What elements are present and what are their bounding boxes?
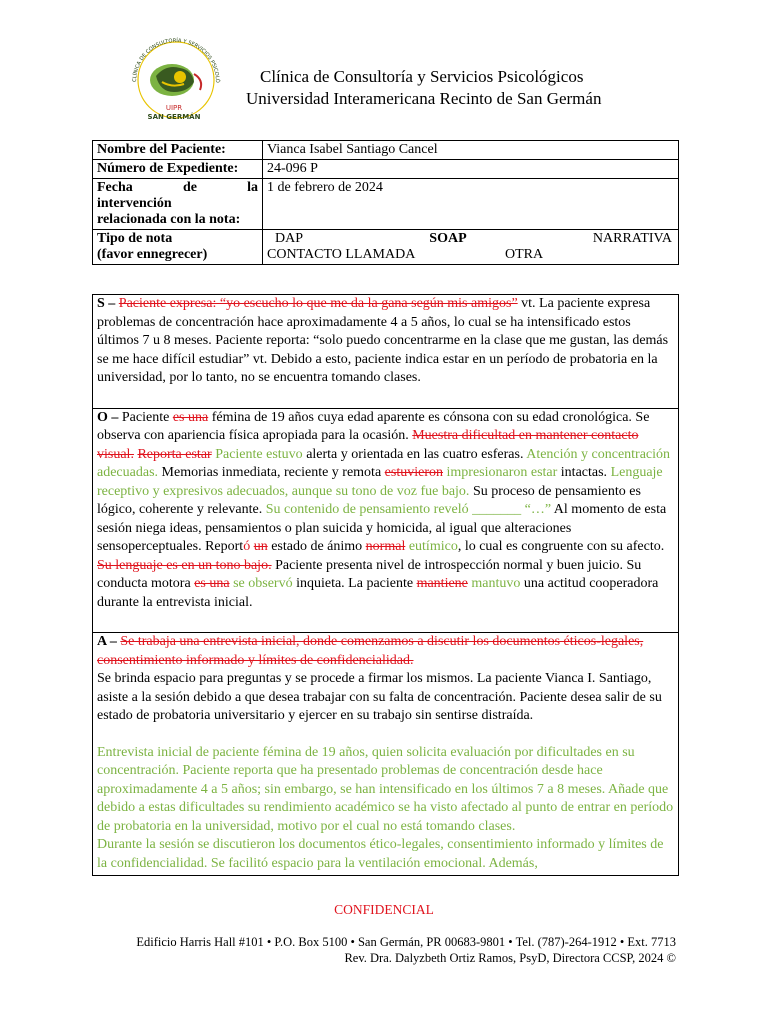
date-label: Fecha de la intervención relacionada con la nota: [93,179,263,230]
type-dap: DAP [275,231,304,246]
objective-section: O – Paciente es una fémina de 19 años cuya edad aparente es cónsona con su edad cronológica. Se observa con apariencia física apropiada para la ocasión. Muestra dificultad en mantener contacto visual. Reporta estar Paciente estuvo alerta y orientada en las cuatro esferas. Atención y concentración adecuadas. Memorias inmediata, reciente y remota estuvieron impresionaron estar intactas. Lenguaje receptivo y expresivos adecuados, aunque su tono de voz fue bajo. Su proceso de pensamiento es lógico, coherente y relevante. Su contenido de pensamiento reveló _______ “…” Al momento de esta sesión niega ideas, pensamientos o plan suicida y homicida, al igual que alteraciones sensoperceptuales. Reportó un estado de ánimo normal eutímico, lo cual es congruente con su afecto. Su lenguaje es en un tono bajo. Paciente presenta nivel de introspección normal y buen juicio. Su conducta motora es una se observó inquieta. La paciente mantiene mantuvo una actitud cooperadora durante la entrevista inicial. [93,408,679,633]
intervention-date: 1 de febrero de 2024 [263,179,679,230]
patient-label: Nombre del Paciente: [93,141,263,160]
section-letter-s: S [97,296,105,311]
soap-note-table [92,294,679,876]
subjective-section: S – Paciente expresa: “yo escucho lo que me da la gana según mis amigos” vt. La paciente expresa problemas de concentración hace aproximadamente 4 a 5 años, lo cual se ha intensificado estos últimos 7 u 8 meses. Paciente reporta: “solo puedo concentrarme en la clase que me gustan, las demás se me hace difícil estudiar” vt. Debido a esto, paciente indica estar en un período de probatoria en la universidad, por lo tanto, no se encuentra tomando clases. [93,295,679,409]
university-name: Universidad Interamericana Recinto de San Germán [246,89,602,108]
soap-s-row [93,295,679,409]
confidential-label: CONFIDENCIAL [334,902,434,917]
note-type-options [263,230,679,265]
assessment-paragraph-2: Entrevista inicial de paciente fémina de 19 años, quien solicita evaluación por dificultades en su concentración. Paciente reporta que ha presentado problemas de concentración desde hace aproximadamente 4 a 5 años; sin embargo, se han intensificado en los últimos 7 a 8 meses. Añade que debido a estas dificultades su rendimiento académico se ha visto afectado al punto de entrar en período de probatoria en la universidad, motivo por el cual no está tomando clases. [97,744,674,834]
deleted-text: Paciente expresa: “yo escucho lo que me da la gana según mis amigos” [118,296,518,311]
section-letter-a: A [97,634,107,649]
soap-o-row [93,408,679,633]
logo-line1: UIPR [165,104,183,112]
patient-info-table [92,140,679,265]
assessment-paragraph-3: Durante la sesión se discutieron los documentos ético-legales, consentimiento informado y límites de la confidencialidad. Se facilitó espacio para la ventilación emocional. Además, [97,837,664,871]
patient-name: Vianca Isabel Santiago Cancel [263,141,679,160]
type-otra: OTRA [505,247,544,262]
soap-a-row [93,633,679,876]
type-contacto-llamada: CONTACTO LLAMADA [267,247,416,262]
note-type-row [93,230,679,265]
section-letter-o: O [97,409,108,425]
clinic-name: Clínica de Consultoría y Servicios Psicológicos [260,67,584,86]
type-narrativa: NARRATIVA [592,231,672,246]
record-row [93,160,679,179]
record-number: 24-096 P [263,160,679,179]
record-label: Número de Expediente: [93,160,263,179]
date-row [93,179,679,230]
logo-arc-text: CLÍNICA DE CONSULTORÍA Y SERVICIOS PSICOLÓ [131,37,221,83]
clinic-logo [122,30,242,124]
assessment-section: A – Se trabaja una entrevista inicial, donde comenzamos a discutir los documentos éticos-legales, consentimiento informado y límites de confidencialidad. Se brinda espacio para preguntas y se procede a firmar los mismos. La paciente Vianca I. Santiago, asiste a la sesión debido a que desea trabajar con su falta de concentración. Paciente desea salir de su estado de probatoria universitario y ejercer en su trabajo sin sentirse distraída. Entrevista inicial de paciente fémina de 19 años, quien solicita evaluación por dificultades en su concentración. Paciente reporta que ha presentado problemas de concentración desde hace aproximadamente 4 a 5 años; sin embargo, se han intensificado en los últimos 7 a 8 meses. Añade que debido a estas dificultades su rendimiento académico se ha visto afectado al punto de entrar en período de probatoria en la universidad, motivo por el cual no está tomando clases. Durante la sesión se discutieron los documentos ético-legales, consentimiento informado y límites de la confidencialidad. Se facilitó espacio para la ventilación emocional. Además, [93,633,679,876]
footer-address: Edificio Harris Hall #101 • P.O. Box 5100 • San Germán, PR 00683-9801 • Tel. (787)-264-1912 • Ext. 7713 [136,935,676,949]
logo-line2: SAN GERMÁN [147,113,201,121]
assessment-paragraph-1: Se brinda espacio para preguntas y se procede a firmar los mismos. La paciente Vianca I. Santiago, asiste a la sesión debido a que desea trabajar con su falta de concentración. Paciente desea salir de su estado de probatoria universitario y ejercer en su trabajo sin sentirse distraída. [97,671,662,723]
type-soap-selected: SOAP [429,231,467,246]
patient-row [93,141,679,160]
clinic-header [246,66,601,110]
footer-revision: Rev. Dra. Dalyzbeth Ortiz Ramos, PsyD, Directora CCSP, 2024 © [344,951,676,965]
note-type-label: Tipo de nota (favor ennegrecer) [93,230,263,265]
page-footer [136,934,676,966]
